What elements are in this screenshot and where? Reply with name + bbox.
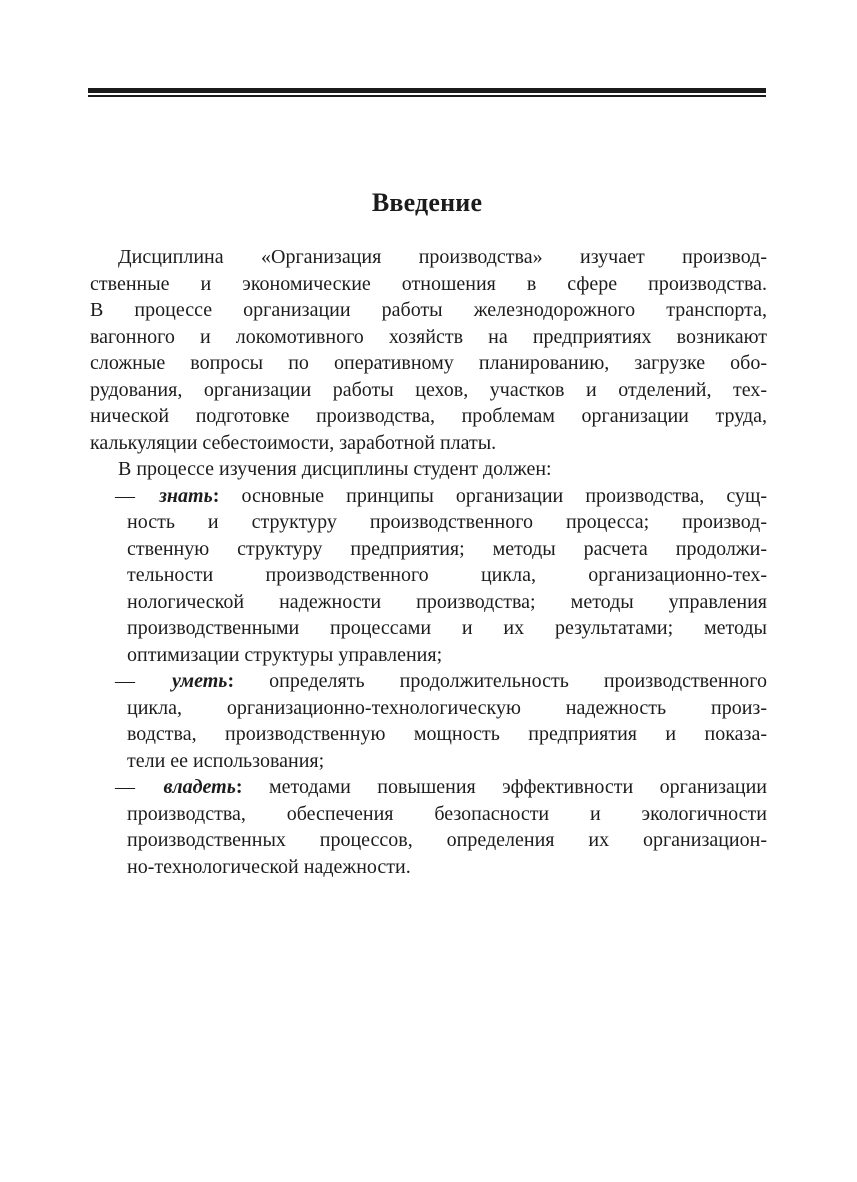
dash-bullet: — bbox=[115, 670, 135, 692]
dash-bullet: — bbox=[115, 776, 135, 798]
header-double-rule bbox=[88, 88, 766, 97]
requirement-text: методами повышения эффективности организации bbox=[268, 776, 767, 798]
text-line: тели ее использования; bbox=[127, 749, 325, 772]
rule-thick bbox=[88, 88, 766, 93]
requirement-item-umet bbox=[90, 668, 767, 774]
text-line: ственную структуру предприятия; методы расчета продолжи- bbox=[127, 537, 767, 560]
text-line: ность и структуру производственного процесса; производ- bbox=[127, 511, 767, 533]
text-line: производственных процессов, определения их организацион- bbox=[127, 829, 767, 851]
requirement-item-vladet bbox=[90, 774, 767, 880]
requirement-term: уметь bbox=[172, 670, 228, 692]
text-line: калькуляции себестоимости, заработной платы. bbox=[90, 431, 497, 454]
lead-in-paragraph bbox=[90, 456, 767, 483]
text-line: оптимизации структуры управления; bbox=[127, 643, 443, 666]
text-line: водства, производственную мощность предприятия и показа- bbox=[127, 723, 767, 745]
text-line: но-технологической надежности. bbox=[127, 855, 411, 878]
rule-thin bbox=[88, 95, 766, 97]
requirement-text: основные принципы организации производства, сущ- bbox=[241, 484, 768, 507]
intro-paragraph bbox=[90, 244, 767, 456]
text-line: цикла, организационно-технологическую надежность произ- bbox=[127, 696, 767, 719]
page-title: Введение bbox=[371, 188, 483, 217]
text-line bbox=[90, 774, 767, 801]
requirement-term: знать bbox=[159, 484, 213, 507]
text-line: В процессе изучения дисциплины студент должен: bbox=[118, 458, 552, 480]
text-line: нологической надежности производства; методы управления bbox=[127, 590, 767, 613]
text-line: тельности производственного цикла, организационно-тех- bbox=[127, 564, 767, 586]
text-line: нической подготовке производства, проблемам организации труда, bbox=[90, 405, 767, 427]
text-line: вагонного и локомотивного хозяйств на предприятиях возникают bbox=[90, 325, 767, 348]
text-line bbox=[90, 668, 767, 695]
requirements-list bbox=[90, 483, 767, 881]
text-line: Дисциплина «Организация производства» изучает производ- bbox=[118, 246, 767, 268]
text-line: сложные вопросы по оперативному планированию, загрузке обо- bbox=[90, 352, 767, 374]
term-separator: : bbox=[235, 776, 243, 798]
term-separator: : bbox=[227, 670, 235, 692]
text-line bbox=[90, 483, 767, 510]
text-line: ственные и экономические отношения в сфере производства. bbox=[90, 272, 767, 295]
text-block bbox=[90, 244, 767, 880]
text-line: рудования, организации работы цехов, участков и отделений, тех- bbox=[90, 378, 767, 401]
requirement-term: владеть bbox=[163, 776, 236, 798]
text-line: производства, обеспечения безопасности и экологичности bbox=[127, 802, 767, 825]
text-line: В процессе организации работы железнодорожного транспорта, bbox=[90, 299, 767, 321]
requirement-text: определять продолжительность производственного bbox=[269, 670, 767, 692]
term-separator: : bbox=[212, 484, 220, 507]
text-line: производственными процессами и их результатами; методы bbox=[127, 617, 767, 639]
dash-bullet: — bbox=[115, 484, 135, 507]
requirement-item-znat bbox=[90, 483, 767, 669]
